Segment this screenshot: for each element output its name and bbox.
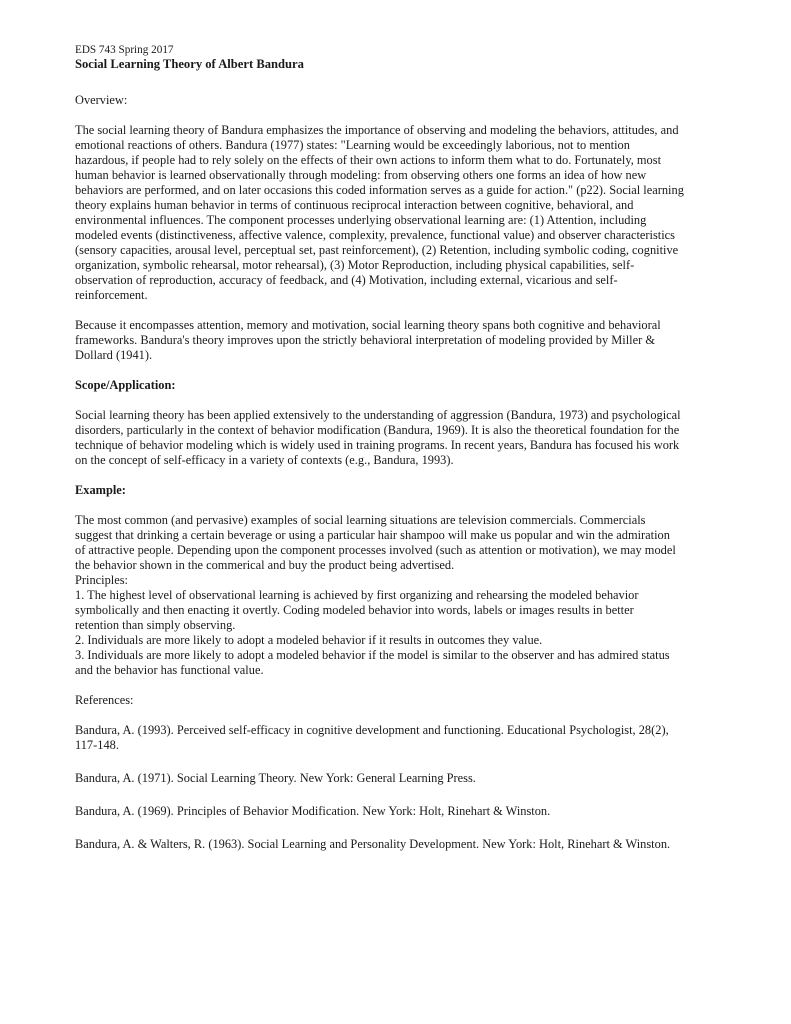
text-line: behaviors are performed, and on later occasions this coded information serves as a guide for action." (p22). Social learning	[75, 183, 684, 197]
principle-1-line: retention than simply observing.	[75, 618, 236, 632]
principle-1-line: symbolically and then enacting it overtly. Coding modeled behavior into words, labels or images results in better	[75, 603, 634, 617]
text-line: The social learning theory of Bandura emphasizes the importance of observing and modeling the behaviors, attitudes, and	[75, 123, 679, 137]
text-line: modeled events (distinctiveness, affective valence, complexity, prevalence, functional value) and observer characteristics	[75, 228, 676, 242]
reference-line: Bandura, A. (1971). Social Learning Theory. New York: General Learning Press.	[75, 771, 476, 785]
text-line: of attractive people. Depending upon the component processes involved (such as attention or motivation), we may model	[75, 543, 676, 557]
text-line: human behavior is learned observationally through modeling: from observing others one forms an idea of how new	[75, 168, 647, 182]
text-line: emotional reactions of others. Bandura (1977) states: "Learning would be exceedingly laborious, not to mention	[75, 138, 630, 152]
reference-line: Bandura, A. (1969). Principles of Behavior Modification. New York: Holt, Rinehart & Winston.	[75, 804, 551, 818]
text-line: on the concept of self-efficacy in a variety of contexts (e.g., Bandura, 1993).	[75, 453, 454, 467]
text-line: suggest that drinking a certain beverage or using a particular hair shampoo will make us popular and win the admiration	[75, 528, 670, 542]
overview-paragraph-2	[75, 318, 720, 363]
text-line: organization, symbolic rehearsal, motor rehearsal), (3) Motor Reproduction, including physical capabilities, self-	[75, 258, 635, 272]
reference-item	[75, 723, 720, 753]
reference-line: 117-148.	[75, 738, 119, 752]
reference-item	[75, 771, 720, 786]
example-heading: Example:	[75, 483, 126, 497]
document-page	[75, 44, 720, 867]
text-line: disorders, particularly in the context of behavior modification (Bandura, 1969). It is also the theoretical foundation for the	[75, 423, 680, 437]
text-line: environmental influences. The component processes underlying observational learning are: (1) Attention, including	[75, 213, 647, 227]
principle-2-line: 2. Individuals are more likely to adopt a modeled behavior if it results in outcomes they value.	[75, 633, 543, 647]
example-paragraph	[75, 513, 720, 678]
overview-paragraph-1	[75, 123, 720, 303]
principle-3-line: 3. Individuals are more likely to adopt a modeled behavior if the model is similar to the observer and has admired status	[75, 648, 670, 662]
reference-item	[75, 837, 720, 852]
text-line: Dollard (1941).	[75, 348, 153, 362]
text-line: theory explains human behavior in terms of continuous reciprocal interaction between cognitive, behavioral, and	[75, 198, 634, 212]
principle-1-line: 1. The highest level of observational learning is achieved by first organizing and rehearsing the modeled behavior	[75, 588, 639, 602]
text-line: technique of behavior modeling which is widely used in training programs. In recent years, Bandura has focused his work	[75, 438, 680, 452]
principles-label: Principles:	[75, 573, 128, 587]
text-line: frameworks. Bandura's theory improves upon the strictly behavioral interpretation of modeling provided by Miller &	[75, 333, 655, 347]
reference-item	[75, 804, 720, 819]
text-line: Social learning theory has been applied extensively to the understanding of aggression (Bandura, 1973) and psychological	[75, 408, 681, 422]
overview-label: Overview:	[75, 93, 128, 107]
text-line: Because it encompasses attention, memory and motivation, social learning theory spans both cognitive and behavioral	[75, 318, 661, 332]
text-line: (sensory capacities, arousal level, perceptual set, past reinforcement), (2) Retention, including symbolic coding, cognitive	[75, 243, 679, 257]
course-label: EDS 743 Spring 2017	[75, 44, 174, 56]
reference-line: Bandura, A. & Walters, R. (1963). Social Learning and Personality Development. New York: Holt, Rinehart & Winston.	[75, 837, 671, 851]
text-line: hazardous, if people had to rely solely on the effects of their own actions to inform them what to do. Fortunately, most	[75, 153, 662, 167]
reference-line: Bandura, A. (1993). Perceived self-efficacy in cognitive development and functioning. Educational Psychologist, 28(2),	[75, 723, 669, 737]
document-title: Social Learning Theory of Albert Bandura	[75, 57, 304, 71]
scope-paragraph	[75, 408, 720, 468]
text-line: The most common (and pervasive) examples of social learning situations are television commercials. Commercials	[75, 513, 646, 527]
scope-heading: Scope/Application:	[75, 378, 176, 392]
text-line: observation of reproduction, accuracy of feedback, and (4) Motivation, including external, vicarious and self-	[75, 273, 618, 287]
references-label: References:	[75, 693, 134, 707]
principle-3-line: and the behavior has functional value.	[75, 663, 264, 677]
text-line: the behavior shown in the commerical and buy the product being advertised.	[75, 558, 455, 572]
text-line: reinforcement.	[75, 288, 148, 302]
